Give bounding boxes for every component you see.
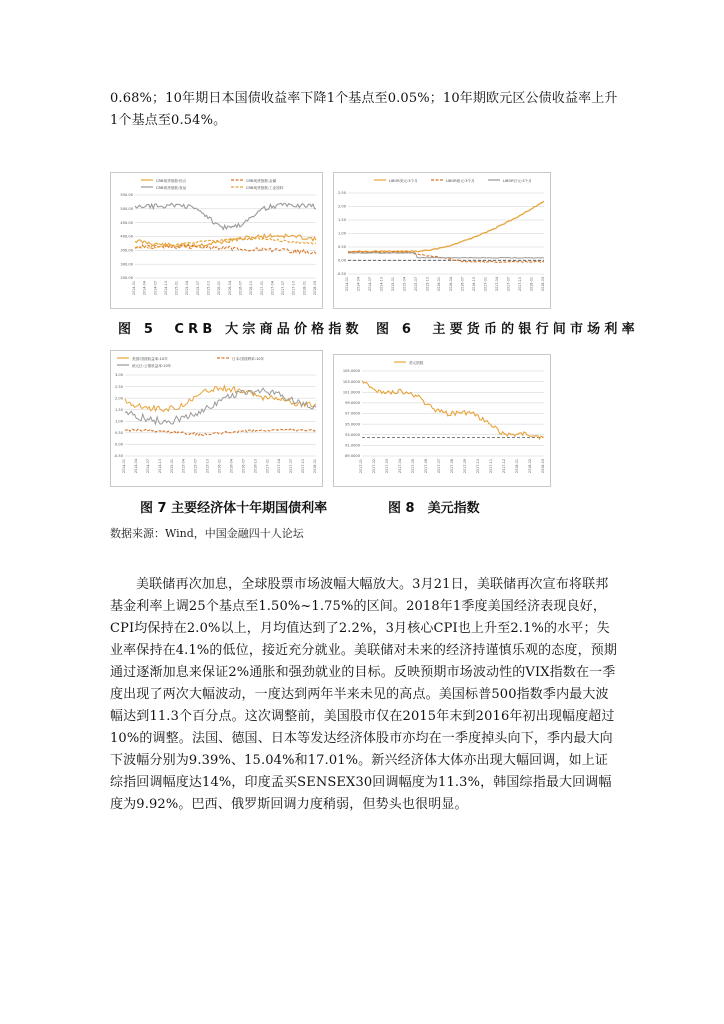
x-tick-label: 2017-12 [502, 459, 506, 474]
series-line [348, 201, 544, 252]
legend-label: LIBOR日元:3个月 [503, 179, 532, 183]
legend-label: 美元指数 [409, 361, 424, 365]
y-tick-label: 0.50 [337, 245, 346, 250]
y-tick-label: 300.00 [120, 262, 133, 267]
dollar-index-chart-svg [334, 355, 550, 486]
legend-label: 美国:国债收益率:10年 [132, 357, 168, 361]
dollar-index-chart [333, 354, 551, 487]
y-tick-label: 2.50 [114, 384, 123, 389]
x-tick-label: 2017-02 [372, 459, 376, 474]
y-tick-label: 400.00 [120, 234, 133, 239]
x-tick-label: 2015-10 [206, 281, 211, 296]
legend-label: 欧元区:公债收益率:10年 [132, 364, 172, 368]
x-tick-label: 2016-10 [249, 281, 254, 296]
x-tick-label: 2015-04 [185, 281, 190, 296]
x-tick-label: 2017-04 [494, 277, 499, 292]
x-tick-label: 2014-10 [163, 281, 168, 296]
x-tick-label: 2015-01 [174, 281, 179, 296]
series-line [362, 381, 544, 439]
x-tick-label: 2016-04 [227, 281, 232, 296]
series-line [135, 234, 316, 247]
series-line [348, 253, 544, 259]
x-tick-label: 2015-07 [195, 281, 200, 296]
y-tick-label: 101.0000 [342, 390, 360, 395]
y-tick-label: 2.50 [337, 191, 346, 196]
bond-yield-chart-svg [111, 351, 322, 486]
x-tick-label: 2017-08 [450, 459, 454, 474]
legend-label: CRB现货指数:工业原料 [246, 186, 284, 190]
y-tick-label: 500.00 [120, 207, 133, 212]
y-tick-label: 2.00 [337, 204, 346, 209]
x-tick-label: 2017-11 [489, 459, 493, 474]
x-tick-label: 2014-01 [132, 281, 136, 296]
figure-7-caption: 图 7 主要经济体十年期国债利率 [140, 501, 328, 516]
x-tick-label: 2017-04 [277, 459, 282, 474]
x-tick-label: 2018-03 [541, 459, 545, 474]
y-tick-label: 1.00 [337, 231, 346, 236]
x-tick-label: 2018-01 [302, 281, 307, 296]
legend-label: CRB现货指数:综合 [156, 179, 187, 183]
crb-index-chart-svg [111, 173, 322, 308]
x-tick-label: 2017-07 [289, 459, 294, 474]
x-tick-label: 2016-07 [238, 281, 243, 296]
x-tick-label: 2014-10 [379, 277, 384, 292]
data-source-note: 数据来源：Wind，中国金融四十人论坛 [110, 527, 304, 540]
y-tick-label: 99.0000 [345, 401, 360, 406]
y-tick-label: 0.00 [337, 258, 346, 263]
x-tick-label: 2014-01 [122, 459, 126, 474]
x-tick-label: 2018-01 [515, 459, 519, 474]
x-tick-label: 2016-01 [437, 277, 442, 292]
x-tick-label: 2014-07 [145, 459, 150, 474]
x-tick-label: 2017-01 [265, 459, 270, 474]
y-tick-label: 1.50 [337, 218, 346, 223]
legend-label: CRB现货指数:食品 [156, 186, 187, 190]
series-line [125, 429, 316, 435]
legend-label: CRB现货指数:金属 [246, 179, 277, 183]
crb-index-chart [110, 172, 323, 309]
body-paragraph: 美联储再次加息，全球股票市场波幅大幅放大。3月21日，美联储再次宣布将联邦基金利率上调25个基点至1.50%~1.75%的区间。2018年1季度美国经济表现良好，CPI均保持在2.0%以上，月均值达到了2.2%，3月核心CPI也上升至2.1%的水平；失业率保持在4.1%的低位，接近充分就业。美联储对未来的经济持谨慎乐观的态度，预期通过逐渐加息来保证2%通胀和强劲就业的目标。反映预期市场波动性的VIX指数在一季度出现了两次大幅波动，一度达到两年半来未见的高点。美国标普500指数季内最大波幅达到11.3个百分点。这次调整前，美国股市仅在2015年末到2016年初出现幅度超过10%的调整。法国、德国、日本等发达经济体股市亦均在一季度掉头向下，季内最大向下波幅分别为9.39%、15.04%和17.01%。新兴经济体大体亦出现大幅回调，如上证综指回调幅度达14%，印度孟买SENSEX30回调幅度为11.3%，韩国综指最大回调幅度为9.92%。巴西、俄罗斯回调力度稍弱，但势头也很明显。 [110, 577, 618, 812]
x-tick-label: 2015-04 [181, 459, 186, 474]
y-tick-label: 350.00 [120, 248, 133, 253]
y-tick-label: 450.00 [120, 220, 133, 225]
x-tick-label: 2017-09 [463, 459, 467, 474]
y-tick-label: 250.00 [120, 276, 133, 281]
x-tick-label: 2018-02 [528, 459, 532, 474]
interbank-rate-chart [333, 172, 551, 309]
top-paragraph: 0.68%；10年期日本国债收益率下降1个基点至0.05%；10年期欧元区公债收益率上升1个基点至0.54%。 [110, 91, 618, 128]
series-line [135, 238, 316, 248]
x-tick-label: 2016-04 [229, 459, 234, 474]
x-tick-label: 2018-03 [541, 277, 545, 292]
x-tick-label: 2016-01 [217, 459, 222, 474]
y-tick-label: 550.00 [120, 193, 133, 198]
y-tick-label: 95.0000 [345, 422, 360, 427]
x-tick-label: 2016-04 [448, 277, 453, 292]
x-tick-label: 2017-06 [424, 459, 428, 474]
y-tick-label: -0.50 [336, 272, 346, 277]
x-tick-label: 2015-01 [169, 459, 174, 474]
x-tick-label: 2018-01 [313, 459, 317, 474]
y-tick-label: 105.0000 [342, 369, 360, 374]
y-tick-label: 0.50 [114, 431, 123, 436]
x-tick-label: 2014-04 [142, 281, 147, 296]
x-tick-label: 2015-07 [193, 459, 198, 474]
figure-6-caption: 图 6 主要货币的银行间市场利率 [376, 322, 639, 337]
x-tick-label: 2014-04 [133, 459, 138, 474]
x-tick-label: 2016-07 [460, 277, 465, 292]
x-tick-label: 2014-07 [153, 281, 158, 296]
y-tick-label: 1.00 [114, 419, 123, 424]
x-tick-label: 2017-05 [411, 459, 415, 474]
x-tick-label: 2016-07 [241, 459, 246, 474]
series-line [125, 386, 316, 412]
x-tick-label: 2017-07 [437, 459, 441, 474]
x-tick-label: 2014-10 [157, 459, 162, 474]
legend-label: LIBOR美元:3个月 [389, 179, 418, 183]
y-tick-label: 97.0000 [345, 411, 360, 416]
y-tick-label: 3.00 [114, 373, 123, 378]
y-tick-label: 103.0000 [342, 379, 360, 384]
x-tick-label: 2015-10 [425, 277, 430, 292]
x-tick-label: 2017-07 [281, 281, 286, 296]
x-tick-label: 2018-01 [529, 277, 534, 292]
x-tick-label: 2017-04 [270, 281, 275, 296]
figure-5-caption: 图 5 CRB 大宗商品价格指数 [118, 322, 363, 337]
x-tick-label: 2017-03 [385, 459, 389, 474]
series-line [135, 203, 316, 229]
x-tick-label: 2014-01 [345, 277, 349, 292]
interbank-rate-chart-svg [334, 173, 550, 308]
x-tick-label: 2017-10 [301, 459, 306, 474]
y-tick-label: 93.0000 [345, 432, 360, 437]
x-tick-label: 2015-10 [205, 459, 210, 474]
x-tick-label: 2018-03 [313, 281, 317, 296]
bond-yield-chart [110, 350, 323, 487]
x-tick-label: 2016-10 [471, 277, 476, 292]
x-tick-label: 2017-07 [506, 277, 511, 292]
x-tick-label: 2014-04 [356, 277, 361, 292]
y-tick-label: -0.50 [113, 454, 123, 459]
x-tick-label: 2017-10 [476, 459, 480, 474]
x-tick-label: 2014-07 [368, 277, 373, 292]
series-line [135, 245, 316, 254]
legend-label: 日本:国债利率:10年 [232, 357, 265, 361]
y-tick-label: 2.00 [114, 396, 123, 401]
x-tick-label: 2017-01 [483, 277, 488, 292]
x-tick-label: 2015-01 [391, 277, 396, 292]
x-tick-label: 2015-07 [414, 277, 419, 292]
y-tick-label: 1.50 [114, 407, 123, 412]
y-tick-label: 91.0000 [345, 443, 360, 448]
y-tick-label: 0.00 [114, 442, 123, 447]
x-tick-label: 2015-04 [402, 277, 407, 292]
legend-label: LIBOR欧元:3个月 [446, 179, 475, 183]
figure-8-caption: 图 8 美元指数 [388, 501, 480, 516]
x-tick-label: 2017-01 [259, 281, 264, 296]
x-tick-label: 2017-10 [291, 281, 296, 296]
x-tick-label: 2016-01 [217, 281, 222, 296]
x-tick-label: 2017-10 [517, 277, 522, 292]
y-tick-label: 89.0000 [345, 454, 360, 459]
x-tick-label: 2016-10 [253, 459, 258, 474]
x-tick-label: 2017-01 [359, 459, 363, 474]
x-tick-label: 2017-04 [398, 459, 402, 474]
